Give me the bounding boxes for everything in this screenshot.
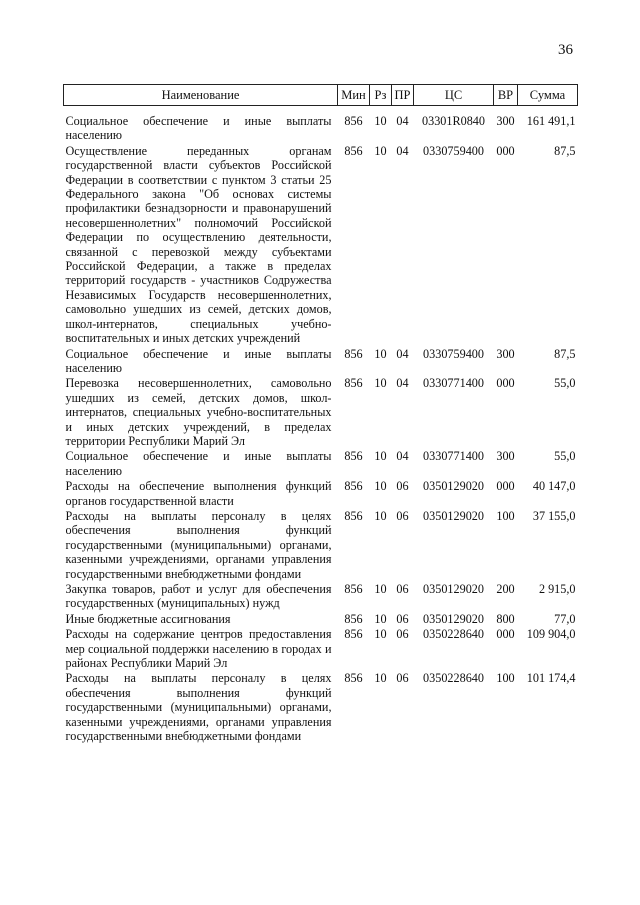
row-name: Расходы на выплаты персоналу в целях обеспечения выполнения функций государственными (муниципальными) органами, казенными учреждениями, органами управления государственными внебюджетными фондами bbox=[65, 671, 332, 744]
table-row bbox=[64, 346, 578, 376]
table-row bbox=[64, 106, 578, 143]
header-vr: ВР bbox=[494, 85, 518, 106]
row-cs: 0330771400 bbox=[423, 376, 484, 391]
row-pr: 06 bbox=[396, 611, 409, 626]
row-rz: 10 bbox=[374, 114, 387, 128]
table-row bbox=[64, 478, 578, 508]
row-min: 856 bbox=[344, 582, 363, 596]
row-rz: 10 bbox=[374, 449, 387, 464]
row-pr: 04 bbox=[396, 376, 409, 391]
table-row bbox=[64, 375, 578, 448]
table-row bbox=[64, 508, 578, 581]
row-name: Перевозка несовершеннолетних, самовольно ушедших из семей, детских домов, школ-интернатов, специальных учебно-воспитательных и иных детских учреждений, в пределах территории Республики Марий Эл bbox=[65, 376, 332, 448]
row-vr: 300 bbox=[496, 346, 515, 361]
row-pr: 06 bbox=[396, 479, 409, 494]
header-min: Мин bbox=[338, 85, 370, 106]
row-rz: 10 bbox=[374, 627, 387, 642]
table-row bbox=[64, 611, 578, 626]
row-rz: 10 bbox=[374, 611, 387, 626]
row-min: 856 bbox=[344, 376, 363, 391]
row-min: 856 bbox=[344, 611, 363, 626]
row-rz: 10 bbox=[374, 479, 387, 494]
header-name: Наименование bbox=[64, 85, 338, 106]
row-min: 856 bbox=[344, 479, 363, 494]
row-sum: 55,0 bbox=[554, 376, 576, 391]
row-cs: 0350129020 bbox=[423, 582, 484, 596]
row-pr: 04 bbox=[396, 143, 409, 158]
row-rz: 10 bbox=[374, 376, 387, 391]
row-vr: 000 bbox=[496, 143, 515, 158]
row-min: 856 bbox=[344, 346, 363, 361]
row-rz: 10 bbox=[374, 143, 387, 158]
row-min: 856 bbox=[344, 627, 363, 642]
row-min: 856 bbox=[344, 508, 363, 523]
row-sum: 40 147,0 bbox=[532, 479, 576, 494]
row-sum: 77,0 bbox=[554, 611, 576, 626]
page-number: 36 bbox=[558, 42, 573, 58]
row-cs: 0350228640 bbox=[423, 627, 484, 642]
row-cs: 0330771400 bbox=[423, 449, 484, 464]
row-sum: 109 904,0 bbox=[526, 627, 576, 642]
row-rz: 10 bbox=[374, 671, 387, 686]
row-cs: 03301R0840 bbox=[422, 114, 485, 128]
row-cs: 0350129020 bbox=[423, 611, 484, 626]
table-row bbox=[64, 581, 578, 611]
row-cs: 0350228640 bbox=[423, 671, 484, 686]
row-vr: 200 bbox=[496, 582, 515, 596]
table-row bbox=[64, 626, 578, 670]
row-sum: 37 155,0 bbox=[532, 508, 576, 523]
row-sum: 87,5 bbox=[554, 143, 576, 158]
budget-table bbox=[63, 84, 578, 743]
table-header-row bbox=[64, 85, 578, 106]
row-min: 856 bbox=[344, 671, 363, 686]
row-rz: 10 bbox=[374, 582, 387, 596]
row-pr: 06 bbox=[396, 582, 409, 596]
row-sum: 87,5 bbox=[554, 346, 576, 361]
row-name: Осуществление переданных органам государственной власти субъектов Российской Федерации в соответствии с пунктом 3 статьи 25 Федерального закона "Об основах системы профилактики безнадзорности и правонарушений несовершеннолетних" полномочий Российской Федерации по осуществлению деятельности, связанной с перевозкой между субъектами Российской Федерации, а также в пределах территорий государств - участников Содружества Независимых Государств несовершеннолетних, самовольно ушедших из семей, детских домов, школ-интернатов, специальных учебно-воспитательных и иных детских учреждений bbox=[65, 143, 332, 346]
row-vr: 000 bbox=[496, 627, 515, 642]
row-vr: 000 bbox=[496, 376, 515, 391]
row-vr: 000 bbox=[496, 479, 515, 494]
row-name: Социальное обеспечение и иные выплаты населению bbox=[65, 114, 332, 143]
row-pr: 04 bbox=[396, 346, 409, 361]
row-vr: 100 bbox=[496, 671, 515, 686]
row-pr: 04 bbox=[396, 449, 409, 464]
header-rz: Рз bbox=[370, 85, 392, 106]
header-cs: ЦС bbox=[414, 85, 494, 106]
row-vr: 300 bbox=[496, 449, 515, 464]
row-sum: 161 491,1 bbox=[526, 114, 576, 128]
table-row bbox=[64, 143, 578, 346]
header-sum: Сумма bbox=[518, 85, 578, 106]
row-cs: 0330759400 bbox=[423, 143, 484, 158]
table-row bbox=[64, 448, 578, 478]
row-vr: 300 bbox=[496, 114, 515, 128]
row-name: Социальное обеспечение и иные выплаты населению bbox=[65, 449, 332, 478]
row-sum: 2 915,0 bbox=[538, 582, 576, 596]
row-pr: 06 bbox=[396, 671, 409, 686]
row-pr: 04 bbox=[396, 114, 409, 128]
row-rz: 10 bbox=[374, 346, 387, 361]
row-name: Расходы на содержание центров предоставления мер социальной поддержки населению в городах и районах Республики Марий Эл bbox=[65, 627, 332, 671]
row-pr: 06 bbox=[396, 508, 409, 523]
row-name: Иные бюджетные ассигнования bbox=[65, 611, 231, 626]
row-vr: 100 bbox=[496, 508, 515, 523]
row-min: 856 bbox=[344, 114, 363, 128]
row-rz: 10 bbox=[374, 508, 387, 523]
header-pr: ПР bbox=[392, 85, 414, 106]
row-name: Расходы на выплаты персоналу в целях обеспечения выполнения функций государственными (муниципальными) органами, казенными учреждениями, органами управления государственными внебюджетными фондами bbox=[65, 508, 332, 581]
row-cs: 0330759400 bbox=[423, 346, 484, 361]
table-row bbox=[64, 670, 578, 743]
row-min: 856 bbox=[344, 449, 363, 464]
row-cs: 0350129020 bbox=[423, 479, 484, 494]
row-sum: 55,0 bbox=[554, 449, 576, 464]
row-min: 856 bbox=[344, 143, 363, 158]
row-vr: 800 bbox=[496, 611, 515, 626]
row-sum: 101 174,4 bbox=[526, 671, 576, 686]
row-name: Расходы на обеспечение выполнения функций органов государственной власти bbox=[65, 479, 332, 508]
row-name: Закупка товаров, работ и услуг для обеспечения государственных (муниципальных) нужд bbox=[65, 582, 332, 611]
row-name: Социальное обеспечение и иные выплаты населению bbox=[65, 346, 332, 375]
row-cs: 0350129020 bbox=[423, 508, 484, 523]
row-pr: 06 bbox=[396, 627, 409, 642]
